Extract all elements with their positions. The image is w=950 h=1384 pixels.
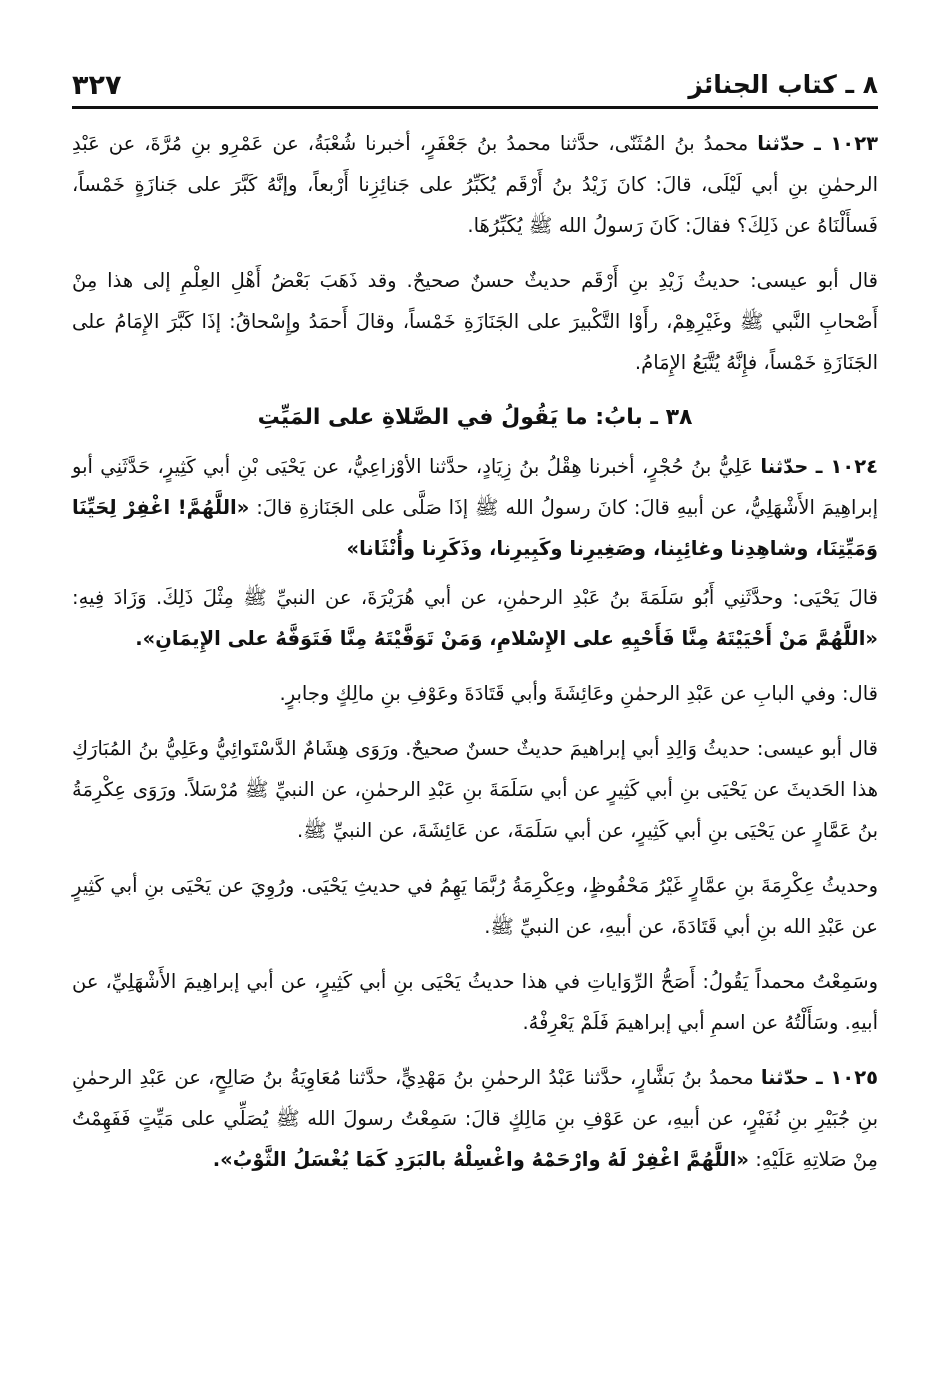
hadith-opening: حدّثنا: [757, 132, 806, 155]
hadith-1024: [72, 446, 878, 569]
hadith-1025: [72, 1057, 878, 1180]
dua-text: «اللَّهُمَّ! اغْفِرْ لِحَيِّنَا وَمَيِّتِنَا، وشاهِدِنا وغائِبِنا، وصَغِيرِنا وكَبِيرِنا، وذَكَرِنا وأُنْثَانا»: [72, 496, 878, 560]
commentary-ikrima: وحديثُ عِكْرِمَةَ بنِ عمَّارٍ غَيْرُ مَحْفُوظٍ، وعِكْرِمَةُ رُبَّمَا يَهِمُ في حديثِ يَحْيَى. ورُوِيَ عن يَحْيَى بنِ أبي كَثِيرٍ عن عَبْدِ الله بنِ أبي قَتَادَةَ، عن أبيهِ، عن النبيِّ ﷺ.: [72, 874, 878, 938]
hadith-text: محمدُ بنُ بَشَّارٍ، حدَّثنا عَبْدُ الرحمٰنِ بنُ مَهْدِيٍّ، حدَّثنا مُعَاوِيَةُ بنُ صَالِحٍ، عن عَبْدِ الرحمٰنِ بنِ جُبَيْرِ بنِ نُفَيْرٍ، عن أبيهِ، عن عَوْفِ بنِ مَالِكٍ قالَ: سَمِعْتُ رسولَ الله ﷺ يُصَلِّي على مَيِّتٍ فَفَهِمْتُ مِنْ صَلاتِهِ عَلَيْهِ:: [72, 1066, 878, 1171]
hadith-text: عَلِيُّ بنُ حُجْرٍ، أخبرنا هِقْلُ بنُ زِيَادٍ، حدَّثنا الأوْزاعِيُّ، عن يَحْيَى بْنِ أبي كَثِيرٍ، حَدَّثَنِي أبو إبراهِيمَ الأَشْهَلِيُّ، عن أبيهِ قالَ: كانَ رسولُ الله ﷺ إذَا صَلَّى على الجَنَازةِ قالَ:: [72, 455, 878, 519]
page-number: ٣٢٧: [72, 70, 122, 101]
bab-heading: ٣٨ ـ بابُ: ما يَقُولُ في الصَّلاةِ على المَيِّتِ: [257, 405, 693, 430]
hadith-opening: حدّثنا: [760, 455, 809, 478]
commentary-abu-isa-1: قال أبو عيسى: حديثُ زَيْدِ بنِ أَرْقَم حديثٌ حسنٌ صحيحٌ. وقد ذَهَبَ بَعْضُ أَهْلِ العِلْمِ إلى هذا مِنْ أَصْحابِ النَّبي ﷺ وغَيْرِهِمْ، رأَوْا التَّكْبيرَ على الجَنَازَةِ خَمْساً، وقالَ أَحمَدُ وإِسْحاقُ: إذَا كَبَّرَ الإِمَامُ على الجَنَازَةِ خَمْساً، فإِنَّهُ يُتَّبَعُ الإِمَامُ.: [72, 269, 878, 374]
page-body: [72, 123, 878, 1194]
header-divider: [72, 106, 878, 109]
hadith-text: محمدُ بنُ المُثَنّى، حدَّثنا محمدُ بنُ جَعْفَرٍ، أخبرنا شُعْبَةُ، عن عَمْرِو بنِ مُرَّةَ، عن عَبْدِ الرحمٰنِ بنِ أبي لَيْلَى، قالَ: كانَ زَيْدُ بنُ أَرْقَم يُكَبِّرُ على جَنائِزِنا أَرْبعاً، وإنَّهُ كَبَّرَ على جَنازَةٍ خَمْساً، فَسأَلْنَاهُ عن ذَلِكَ؟ فقالَ: كَانَ رَسولُ الله ﷺ يُكَبِّرُهَا.: [72, 132, 878, 237]
hadith-number: ١٠٢٤ ـ: [815, 455, 879, 478]
commentary-abu-isa-2: قال أبو عيسى: حديثُ وَالِدِ أبي إبراهيمَ حديثٌ حسنٌ صحيحٌ. ورَوَى هِشَامٌ الدَّسْتَوائِيُّ وعَلِيُّ بنُ المُبَارَكِ هذا الحَديثَ عن يَحْيَى بنِ أبي كَثِيرٍ عن أبي سَلَمَةَ بنِ عَبْدِ الرحمٰنِ، عن النبيِّ ﷺ مُرْسَلاً. ورَوَى عِكْرِمَةُ بنُ عَمَّارٍ عن يَحْيَى بنِ أبي كَثِيرٍ، عن أبي سَلَمَةَ، عن عَائِشَةَ، عن النبيِّ ﷺ.: [72, 737, 878, 842]
narration-text: قالَ يَحْيَى: وحدَّثَنِي أَبُو سَلَمَةَ بنُ عَبْدِ الرحمٰنِ، عن أبي هُرَيْرَةَ، عن النبيِّ ﷺ مِثْلَ ذَلِكَ. وَزَادَ فِيهِ:: [72, 586, 878, 609]
commentary-muhammad: وسَمِعْتُ محمداً يَقُولُ: أَصَحُّ الرِّوَاياتِ في هذا حديثُ يَحْيَى بنِ أبي كَثِيرٍ، عن أبي إبراهِيمَ الأَشْهَلِيِّ، عن أبيهِ. وسَأَلْتُهُ عن اسمِ أبي إبراهيمَ فَلَمْ يَعْرِفْهُ.: [72, 970, 878, 1034]
hadith-1023: [72, 123, 878, 246]
narration-yahya: [72, 577, 878, 659]
hadith-number: ١٠٢٣ ـ: [814, 132, 879, 155]
page-header: [72, 56, 878, 104]
dua-text: «اللَّهُمَّ مَنْ أَحْيَيْتَهُ مِنَّا فَأَحْيِهِ على الإِسْلامِ، وَمَنْ تَوَفَّيْتَهُ مِنَّا فَتَوَفَّهُ على الإِيمَانِ».: [135, 627, 878, 650]
hadith-opening: حدّثنا: [760, 1066, 809, 1089]
hadith-number: ١٠٢٥ ـ: [815, 1066, 878, 1089]
commentary-bab: قال: وفي البابِ عن عَبْدِ الرحمٰنِ وعَائِشَةَ وأبي قَتَادَةَ وعَوْفِ بنِ مالِكٍ وجابرٍ.: [279, 682, 878, 705]
chapter-title: ٨ ـ كتاب الجنائز: [688, 70, 878, 99]
dua-text: «اللَّهُمَّ اغْفِرْ لَهُ وارْحَمْهُ واغْسِلْهُ بالبَرَدِ كَمَا يُغْسَلُ الثَّوْبُ».: [212, 1148, 750, 1171]
